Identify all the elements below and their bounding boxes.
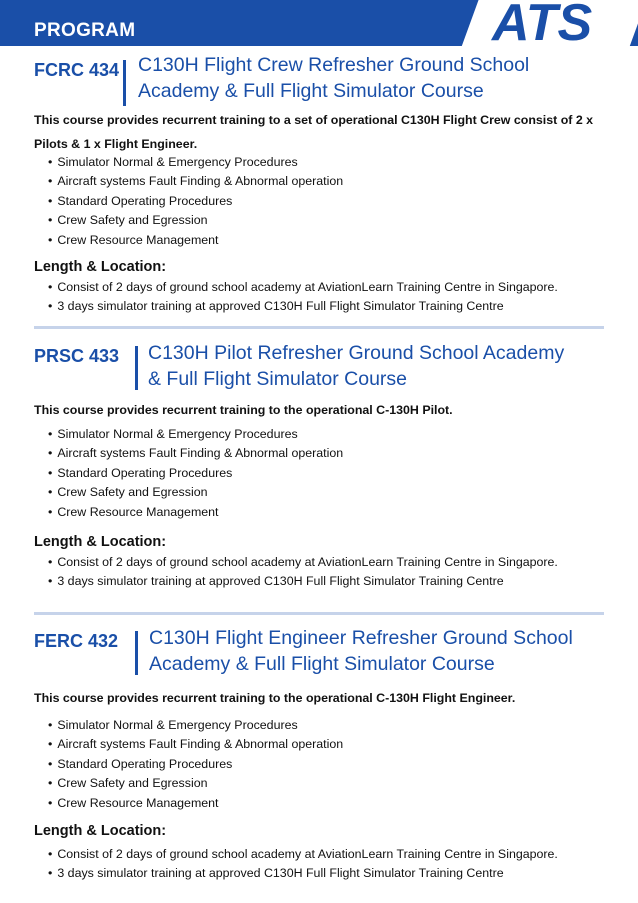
list-item: • Consist of 2 days of ground school academy at AviationLearn Training Centre in Singapore. (48, 278, 558, 297)
list-item: • 3 days simulator training at approved C130H Full Flight Simulator Training Centre (48, 864, 558, 883)
length-location-list (48, 845, 558, 884)
list-item: • Standard Operating Procedures (48, 464, 343, 483)
topic-list (48, 425, 343, 522)
section-divider (34, 326, 604, 329)
header-bar (0, 0, 638, 52)
logo-text: ATS (492, 0, 593, 52)
course-ferc-432 (0, 625, 638, 895)
length-location-heading: Length & Location: (34, 259, 167, 275)
course-intro (34, 108, 593, 156)
length-location-list (48, 553, 558, 592)
course-intro-line1: This course provides recurrent training to a set of operational C130H Flight Crew consist of 2 x (34, 113, 594, 127)
title-divider-bar (135, 346, 138, 390)
course-title-line1: C130H Flight Crew Refresher Ground School (138, 54, 530, 76)
course-title-line1: C130H Flight Engineer Refresher Ground School (149, 627, 573, 649)
list-item: • Consist of 2 days of ground school academy at AviationLearn Training Centre in Singapore. (48, 553, 558, 572)
list-item: • Crew Resource Management (48, 794, 343, 813)
list-item: • Standard Operating Procedures (48, 755, 343, 774)
list-item: • Crew Resource Management (48, 503, 343, 522)
course-title-line1: C130H Pilot Refresher Ground School Academy (148, 342, 565, 364)
list-item: • Aircraft systems Fault Finding & Abnormal operation (48, 444, 343, 463)
list-item: • Consist of 2 days of ground school academy at AviationLearn Training Centre in Singapore. (48, 845, 558, 864)
title-divider-bar (135, 631, 138, 675)
course-code: FCRC 434 (34, 60, 120, 80)
course-intro-line1: This course provides recurrent training to the operational C-130H Flight Engineer. (34, 691, 516, 705)
course-code: PRSC 433 (34, 346, 120, 366)
topic-list (48, 716, 343, 813)
course-fcrc-434 (0, 52, 638, 332)
ats-logo (470, 0, 638, 52)
course-intro (34, 398, 453, 422)
course-intro-line1: This course provides recurrent training to the operational C-130H Pilot. (34, 403, 453, 417)
course-title (149, 625, 573, 677)
list-item: • 3 days simulator training at approved C130H Full Flight Simulator Training Centre (48, 572, 558, 591)
title-divider-bar (123, 60, 126, 106)
course-title (138, 52, 529, 104)
list-item: • Crew Safety and Egression (48, 483, 343, 502)
length-location-list (48, 278, 558, 317)
length-location-heading: Length & Location: (34, 534, 167, 550)
course-title-line2: Academy & Full Flight Simulator Course (138, 80, 484, 102)
course-intro-line2: Pilots & 1 x Flight Engineer. (34, 137, 198, 151)
section-divider (34, 612, 604, 615)
length-location-heading: Length & Location: (34, 823, 167, 839)
course-title-line2: & Full Flight Simulator Course (148, 368, 408, 390)
list-item: • Crew Safety and Egression (48, 774, 343, 793)
list-item: • Aircraft systems Fault Finding & Abnormal operation (48, 735, 343, 754)
topic-list (48, 153, 343, 250)
course-code: FERC 432 (34, 631, 119, 651)
list-item: • Simulator Normal & Emergency Procedures (48, 716, 343, 735)
course-title-line2: Academy & Full Flight Simulator Course (149, 653, 495, 675)
list-item: • Simulator Normal & Emergency Procedures (48, 153, 343, 172)
list-item: • Standard Operating Procedures (48, 192, 343, 211)
list-item: • Crew Safety and Egression (48, 211, 343, 230)
course-intro (34, 686, 515, 710)
header-title: PROGRAM (34, 20, 136, 41)
list-item: • Aircraft systems Fault Finding & Abnormal operation (48, 172, 343, 191)
list-item: • Simulator Normal & Emergency Procedures (48, 425, 343, 444)
course-prsc-433 (0, 340, 638, 610)
list-item: • Crew Resource Management (48, 231, 343, 250)
list-item: • 3 days simulator training at approved C130H Full Flight Simulator Training Centre (48, 297, 558, 316)
course-title (148, 340, 564, 392)
